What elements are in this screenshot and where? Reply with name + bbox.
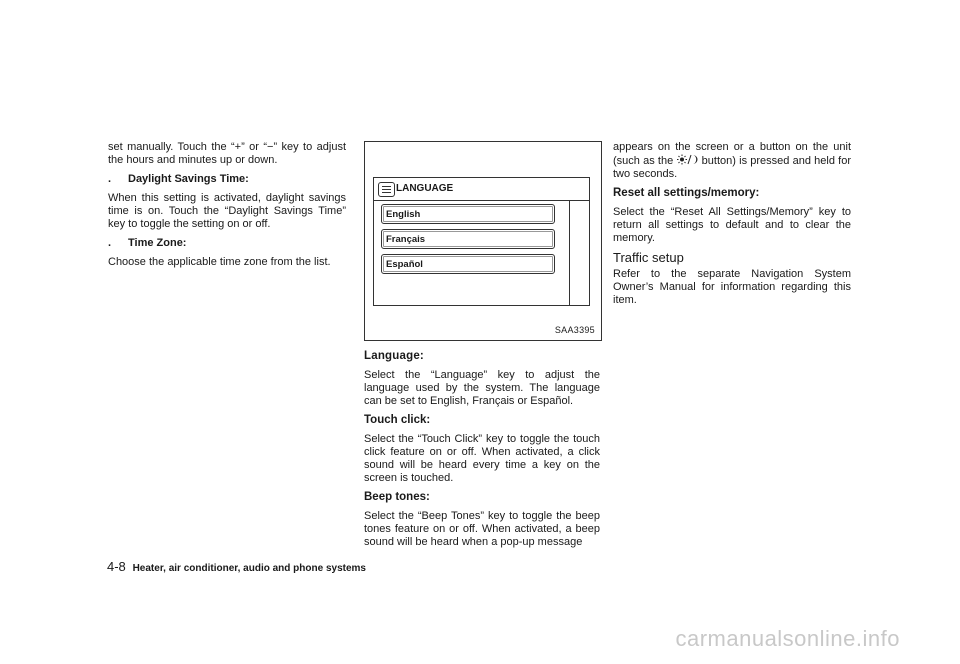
language-option-english[interactable]: English	[381, 204, 555, 224]
bullet-mark: .	[108, 237, 112, 249]
bullet-heading: Daylight Savings Time:	[128, 173, 249, 185]
heading-touch-click: Touch click:	[364, 414, 431, 426]
heading-traffic-setup: Traffic setup	[613, 250, 684, 265]
heading-language: Language:	[364, 350, 424, 362]
brightness-display-icon	[676, 154, 698, 165]
watermark: carmanualsonline.info	[675, 626, 900, 651]
display-screen	[373, 177, 590, 306]
continued-text-a: appears on the screen or a button on the unit (such as the	[613, 141, 851, 167]
left-column	[108, 141, 346, 275]
bullet-mark: .	[108, 173, 112, 185]
continued-text-b: button) is pressed and held for two seconds.	[613, 155, 852, 180]
footer-title: Heater, air conditioner, audio and phone systems	[132, 563, 366, 574]
scroll-column	[569, 200, 589, 305]
bullet-time-zone	[108, 237, 346, 250]
menu-list-icon	[378, 182, 395, 197]
touch-click-paragraph: Select the “Touch Click” key to toggle the touch click feature on or off. When activated, a click sound will be heard every time a key on the screen is touched.	[364, 433, 600, 484]
language-paragraph: Select the “Language” key to adjust the language used by the system. The language can be set to English, Français or Español.	[364, 369, 600, 407]
time-zone-paragraph: Choose the applicable time zone from the list.	[108, 256, 331, 268]
language-screen-figure	[364, 141, 602, 341]
right-column	[613, 141, 851, 313]
traffic-setup-paragraph: Refer to the separate Navigation System Owner’s Manual for information regarding this item.	[613, 268, 851, 306]
page-footer	[107, 559, 366, 574]
beep-tones-paragraph: Select the “Beep Tones” key to toggle the beep tones feature on or off. When activated, a beep sound will be heard when a pop-up message	[364, 510, 600, 548]
reset-all-paragraph: Select the “Reset All Settings/Memory” key to return all settings to default and to clear the memory.	[613, 206, 851, 244]
screen-title: LANGUAGE	[396, 183, 454, 194]
page-number: 4-8	[107, 559, 126, 574]
heading-beep-tones: Beep tones:	[364, 491, 430, 503]
daylight-savings-paragraph: When this setting is activated, daylight savings time is on. Touch the “Daylight Savings Time” key to toggle the setting on or off.	[108, 192, 346, 230]
intro-paragraph: set manually. Touch the “+” or “−” key to adjust the hours and minutes up or down.	[108, 141, 346, 166]
language-option-francais[interactable]: Français	[381, 229, 555, 249]
heading-reset-all: Reset all settings/memory:	[613, 187, 760, 199]
middle-column	[364, 350, 600, 555]
bullet-daylight-savings	[108, 173, 346, 186]
figure-code: SAA3395	[554, 325, 595, 335]
continued-paragraph	[613, 141, 851, 181]
language-option-espanol[interactable]: Español	[381, 254, 555, 274]
screen-title-bar	[374, 178, 589, 201]
bullet-heading: Time Zone:	[128, 237, 187, 249]
